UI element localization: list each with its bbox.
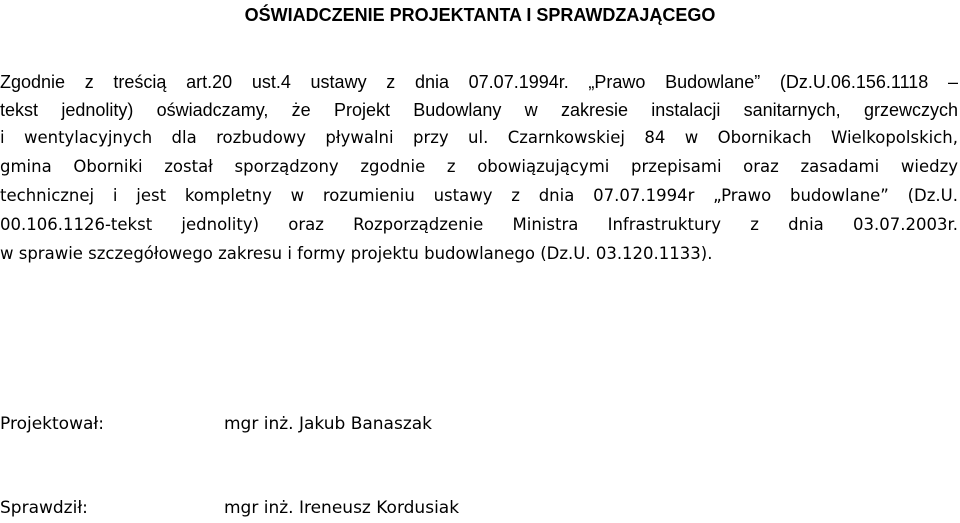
document-title: OŚWIADCZENIE PROJEKTANTA I SPRAWDZAJĄCEGO [244,5,716,25]
paragraph-line-7: w sprawie szczegółowego zakresu i formy projektu budowlanego (Dz.U. 03.120.1133). [0,244,713,263]
checker-label: Sprawdził: [0,498,88,518]
paragraph-line-3: i wentylacyjnych dla rozbudowy pływalni przy ul. Czarnkowskiej 84 w Obornikach Wielkopolskich, [0,128,958,147]
checker-name: mgr inż. Ireneusz Kordusiak [224,498,460,518]
paragraph-line-6: 00.106.1126-tekst jednolity) oraz Rozporządzenie Ministra Infrastruktury z dnia 03.07.2003r. [0,215,958,234]
paragraph-line-5: technicznej i jest kompletny w rozumieniu ustawy z dnia 07.07.1994r „Prawo budowlane” (Dz.U. [0,186,958,205]
paragraph-line-1: Zgodnie z treścią art.20 ust.4 ustawy z dnia 07.07.1994r. „Prawo Budowlane” (Dz.U.06.156.1118 – [0,72,958,92]
paragraph-line-2: tekst jednolity) oświadczamy, że Projekt Budowlany w zakresie instalacji sanitarnych, grzewczych [0,100,958,120]
paragraph-line-4: gmina Oborniki został sporządzony zgodnie z obowiązującymi przepisami oraz zasadami wiedzy [0,157,958,176]
designer-label: Projektował: [0,414,104,434]
designer-name: mgr inż. Jakub Banaszak [224,414,433,434]
